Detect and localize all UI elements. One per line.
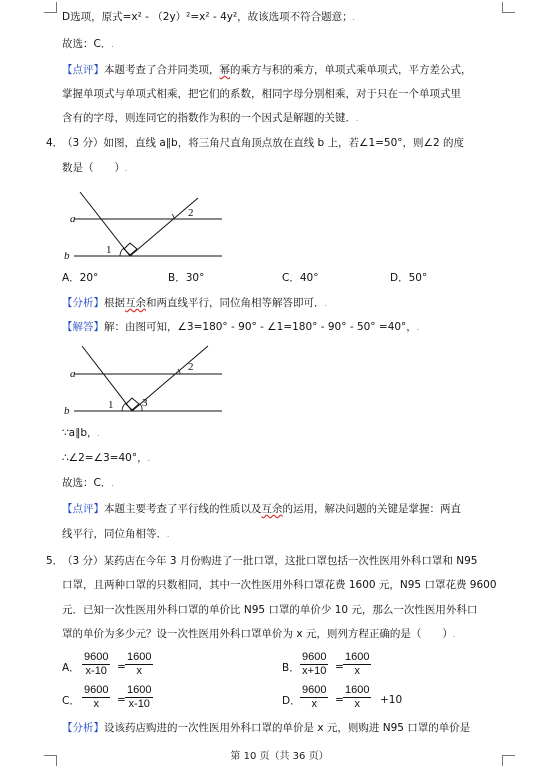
label-angle-2: 2 — [188, 361, 194, 373]
comment-q3-line3: 含有的字母，则连同它的指数作为积的一个因式是解题的关键．. — [62, 112, 359, 124]
plus-ten: +10 — [380, 694, 403, 706]
solution-q4: 【解答】解：由图可知，∠3=180° - 90° - ∠1=180° - 90° - 50° =40°，. — [62, 321, 420, 333]
question-5-line1: （3 分）某药店在今年 3 月份购进了一批口罩，这批口罩包括一次性医用外科口罩和 N95 — [62, 555, 478, 567]
label-angle-1: 1 — [106, 244, 112, 256]
question-5-line4: 罩的单价为多少元？设一次性医用外科口罩单价为 x 元，则列方程正确的是（ ）. — [62, 628, 456, 640]
d-option-line: D选项，原式=x² - （2y）²=x² - 4y²，故该选项不符合题意；. — [62, 11, 355, 23]
fraction: $\frac{1600}{x}$ — [345, 684, 370, 710]
fraction: $\frac{9600}{x}$ — [302, 684, 327, 710]
label-angle-1: 1 — [108, 399, 114, 411]
question-4-line2: 数是（ ）. — [62, 162, 128, 174]
comment-q4-line1: 【点评】本题主要考查了平行线的性质以及互余的运用，解决问题的关键是掌握：两直 — [62, 503, 461, 515]
angle-1-arc — [120, 248, 124, 256]
comment-q3-line1: 【点评】本题考查了合并同类项，幂的乘方与积的乘方，单项式乘单项式，平方差公式， — [62, 64, 472, 76]
label-a: a — [70, 368, 76, 380]
right-angle-mark — [126, 398, 139, 410]
equals-sign: = — [117, 661, 126, 673]
choice-a[interactable]: A．20° — [62, 272, 99, 284]
corner-mark-top-left — [44, 2, 57, 13]
label-a: a — [70, 213, 76, 225]
corner-mark-top-right — [502, 2, 515, 13]
analysis-q4: 【分析】根据互余和两直线平行，同位角相等解答即可．. — [62, 297, 327, 309]
fraction: $\frac{1600}{x}$ — [345, 651, 370, 677]
choice-5b-label[interactable]: B． — [282, 662, 300, 674]
figure-q4 — [60, 186, 230, 266]
equals-sign: = — [117, 694, 126, 706]
choice-5d-label[interactable]: D． — [282, 695, 301, 707]
angle-2-arc — [172, 214, 174, 219]
label-angle-3: 3 — [142, 397, 148, 409]
answer-line-q3: 故选：C．. — [62, 38, 114, 50]
triangle-side-left — [80, 192, 130, 256]
angle-1-arc — [122, 403, 126, 411]
equals-sign: = — [335, 661, 344, 673]
choice-d[interactable]: D．50° — [390, 272, 428, 284]
label-b: b — [64, 250, 70, 262]
since-line: ∵a∥b，. — [62, 427, 100, 439]
comment-q4-line2: 线平行，同位角相等．. — [62, 528, 170, 540]
comment-q3-line2: 掌握单项式与单项式相乘，把它们的系数，相同字母分别相乘，对于只在一个单项式里 — [62, 88, 461, 100]
choice-5a-label[interactable]: A． — [62, 662, 80, 674]
label-b: b — [64, 405, 70, 417]
figure-q4-solution — [60, 340, 230, 420]
right-angle-mark — [124, 243, 137, 255]
fraction: $\frac{9600}{x}$ — [84, 684, 109, 710]
question-5-line3: 元．已知一次性医用外科口罩的单价比 N95 口罩的单价少 10 元，那么一次性医用外科口 — [62, 604, 478, 616]
equals-sign: = — [335, 694, 344, 706]
question-4-number: 4． — [46, 137, 64, 149]
question-5-line2: 口罩，且两种口罩的只数相同，其中一次性医用外科口罩花费 1600 元，N95 口罩花费 9600 — [62, 579, 497, 591]
fraction: $\frac{1600}{x}$ — [127, 651, 152, 677]
fraction: $\frac{9600}{x-10}$ — [84, 651, 109, 677]
choice-c[interactable]: C．40° — [282, 272, 319, 284]
fraction: $\frac{9600}{x+10}$ — [302, 651, 327, 677]
analysis-q5: 【分析】设该药店购进的一次性医用外科口罩的单价是 x 元，则购进 N95 口罩的单价是 — [62, 722, 471, 734]
answer-line-q4: 故选：C．. — [62, 477, 114, 489]
choice-b[interactable]: B．30° — [168, 272, 205, 284]
therefore-line: ∴∠2=∠3=40°，. — [62, 452, 150, 464]
fraction: $\frac{1600}{x-10}$ — [127, 684, 152, 710]
question-5-number: 5． — [46, 555, 64, 567]
question-4-line1: （3 分）如图，直线 a∥b，将三角尺直角顶点放在直线 b 上，若∠1=50°，则∠2 的度 — [62, 137, 464, 149]
page-footer: 第 10 页（共 36 页） — [230, 751, 329, 762]
triangle-side-left — [82, 346, 132, 411]
label-angle-2: 2 — [188, 207, 194, 219]
choice-5c-label[interactable]: C． — [62, 695, 80, 707]
